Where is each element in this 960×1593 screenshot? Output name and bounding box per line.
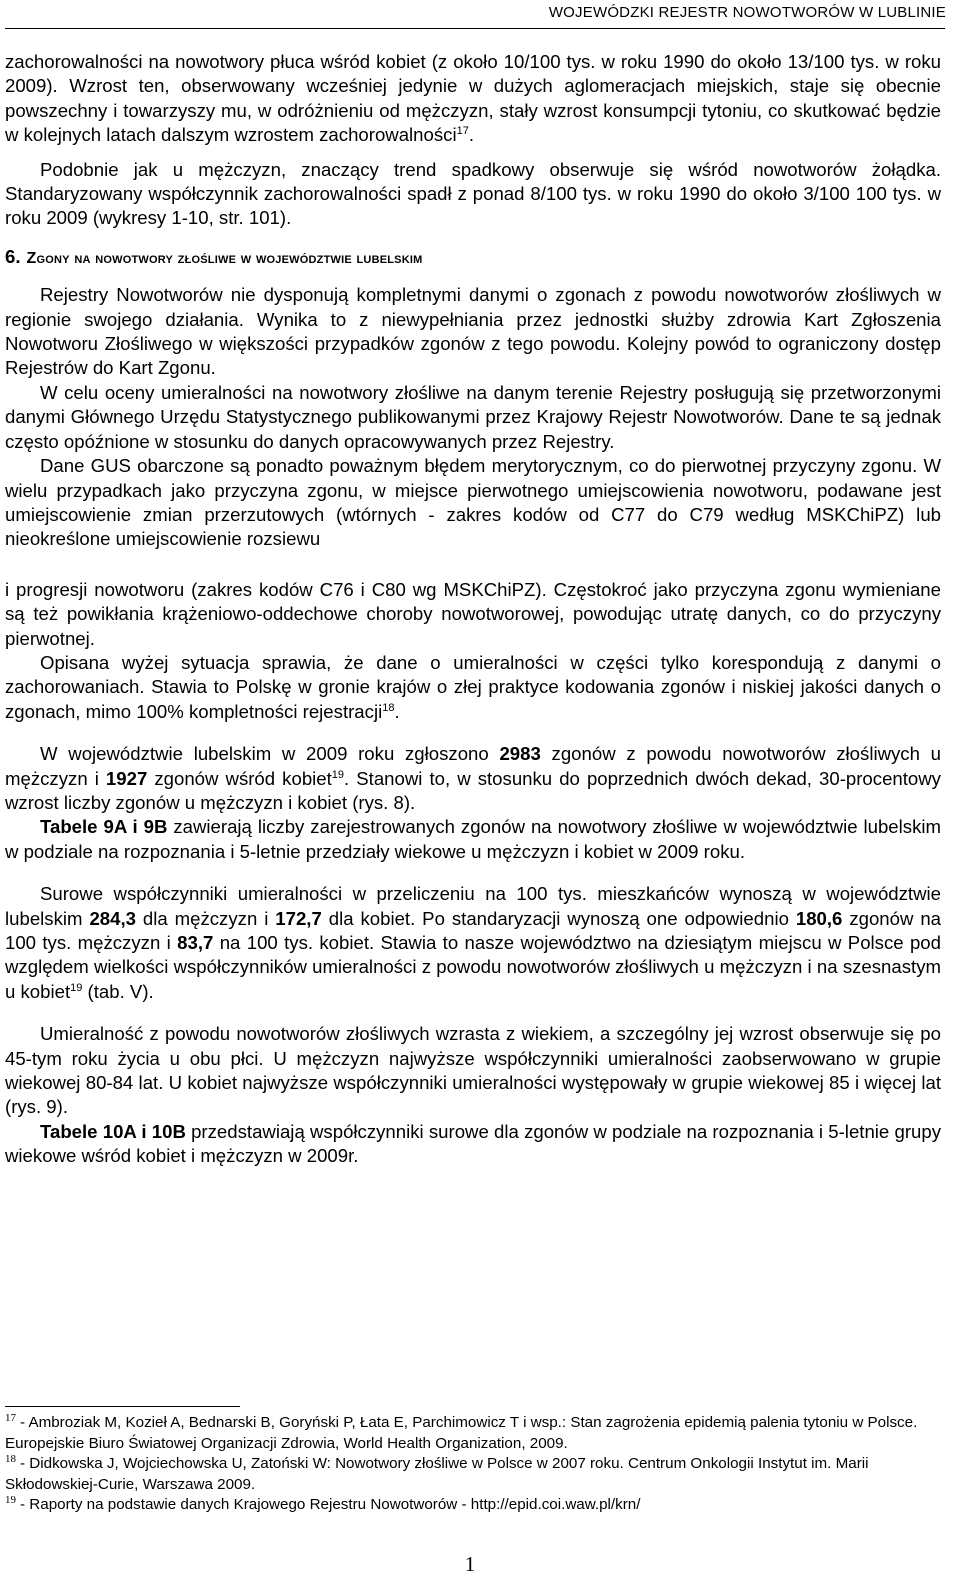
footnote-ref[interactable]: 18 [382, 701, 395, 714]
footnote: $^{18}$ - Didkowska J, Wojciechowska U, Zatoński W: Nowotwory złośliwe w Polsce w 2007 roku. Centrum Onkologii Instytut im. Marii Skłodowskiej-Curie, Warszawa 2009. [5, 1452, 869, 1493]
footnote-number: 19 [5, 1493, 16, 1506]
footnote-number: 18 [5, 1452, 16, 1465]
paragraph: Tabele 9A i 9B zawierają liczby zarejestrowanych zgonów na nowotwory złośliwe w województwie lubelskim w podziale na rozpoznania i 5-letnie przedziały wiekowe u mężczyzn i kobiet w 2009 roku. [5, 816, 941, 862]
footnote-divider [5, 1406, 240, 1407]
body-text [5, 50, 941, 1169]
section-number: 6. [5, 245, 21, 267]
table-reference: Tabele 10A i 10B [40, 1120, 186, 1142]
footnote-ref[interactable]: 19 [331, 768, 345, 781]
footnote-ref[interactable]: 17 [456, 125, 469, 138]
paragraph: Podobnie jak u mężczyzn, znaczący trend spadkowy obserwuje się wśród nowotworów żołądka. Standaryzowany współczynnik zachorowalności spadł z ponad 8/100 tys. w roku 1990 do około 3/100 100 tys. w roku 2009 (wykresy 1-10, str. 101). [5, 158, 941, 229]
section-title: Zgony na nowotwory złośliwe w województwie lubelskim [26, 249, 423, 267]
paragraph: Rejestry Nowotworów nie dysponują kompletnymi danymi o zgonach z powodu nowotworów złośliwych w regionie swojego działania. Wynika to z niewypełniania przez jednostki służby zdrowia Kart Zgłoszenia Nowotworu Złośliwego w większości przypadków zgonów z tego powodu. Kolejny powód to ograniczony dostęp Rejestrów do Kart Zgonu. [5, 284, 941, 379]
table-reference: Tabele 9A i 9B [40, 816, 168, 838]
paragraph: i progresji nowotworu (zakres kodów C76 i C80 wg MSKChiPZ). Częstokroć jako przyczyna zgonu wymieniane są też powikłania krążeniowo-oddechowe choroby nowotworowej, powodując utratę danych, co do przyczyny pierwotnej. [5, 578, 941, 649]
page-number: 1 [464, 1552, 476, 1576]
paragraph: zachorowalności na nowotwory płuca wśród kobiet (z około 10/100 tys. w roku 1990 do około 13/100 tys. w roku 2009). Wzrost ten, obserwowany wcześniej jedynie w dużych aglomeracjach miejskich, staje się obecnie powszechny i towarzyszy mu, w odróżnieniu od mężczyzn, stały wzrost konsumpcji tytoniu, co skutkować będzie w kolejnych latach dalszym wzrostem zachorowalności$^{17}$. [5, 51, 941, 146]
paragraph: W województwie lubelskim w 2009 roku zgłoszono 2983 zgonów z powodu nowotworów złośliwych u mężczyzn i 1927 zgonów wśród kobiet$^{19}$. Stanowi to, w stosunku do poprzednich dwóch dekad, 30-procentowy wzrost liczby zgonów u mężczyzn i kobiet (rys. 8). [5, 743, 941, 813]
paragraph: W celu oceny umieralności na nowotwory złośliwe na danym terenie Rejestry posługują się przetworzonymi danymi Głównego Urzędu Statystycznego publikowanymi przez Krajowy Rejestr Nowotworów. Dane te są jednak często opóźnione w stosunku do danych opracowywanych przez Rejestry. [5, 381, 941, 452]
footnote: $^{17}$ - Ambroziak M, Kozieł A, Bednarski B, Goryński P, Łata E, Parchimowicz T i wsp.: Stan zagrożenia epidemią palenia tytoniu w Polsce. Europejskie Biuro Światowej Organizacji Zdrowia, World Health Organization, 2009. [5, 1411, 918, 1452]
paragraph: Surowe współczynniki umieralności w przeliczeniu na 100 tys. mieszkańców wynoszą w województwie lubelskim 284,3 dla mężczyzn i 172,7 dla kobiet. Po standaryzacji wynoszą one odpowiednio 180,6 zgonów na 100 tys. mężczyzn i 83,7 na 100 tys. kobiet. Stawia to nasze województwo na dziesiątym miejscu w Polsce pod względem wielkości współczynników umieralności z powodu nowotworów złośliwych u mężczyzn i na szesnastym u kobiet$^{19}$ (tab. V). [5, 883, 942, 1002]
section-heading [5, 245, 941, 271]
running-header: WOJEWÓDZKI REJESTR NOWOTWORÓW W LUBLINIE [548, 4, 946, 21]
paragraph: Opisana wyżej sytuacja sprawia, że dane o umieralności w części tylko korespondują z danymi o zachorowaniach. Stawia to Polskę w gronie krajów o złej praktyce kodowania zgonów i niskiej jakości danych o zgonach, mimo 100% kompletności rejestracji$^{18}$. [5, 651, 941, 722]
header-divider [5, 28, 945, 29]
paragraph: Tabele 10A i 10B przedstawiają współczynniki surowe dla zgonów w podziale na rozpoznania i 5-letnie grupy wiekowe wśród kobiet i mężczyzn w 2009r. [5, 1120, 941, 1167]
footnote: $^{19}$ - Raporty na podstawie danych Krajowego Rejestru Nowotworów - http://epid.coi.waw.pl/krn/ [5, 1493, 641, 1513]
paragraph: Umieralność z powodu nowotworów złośliwych wzrasta z wiekiem, a szczególny jej wzrost obserwuje się po 45-tym roku życia u obu płci. U mężczyzn najwyższe współczynniki umieralności zaobserwowano w grupie wiekowej 80-84 lat. U kobiet najwyższe współczynniki umieralności występowały w grupie wiekowej 85 i więcej lat (rys. 9). [5, 1023, 941, 1118]
footnotes [5, 1413, 941, 1516]
footnote-ref[interactable]: 19 [70, 981, 83, 994]
footnote-number: 17 [5, 1411, 16, 1424]
paragraph: Dane GUS obarczone są ponadto poważnym błędem merytorycznym, co do pierwotnej przyczyny zgonu. W wielu przypadkach jako przyczyna zgonu, w miejsce pierwotnego umiejscowienia nowotworu, podawane jest umiejscowienie zmian przerzutowych (wtórnych - zakres kodów od C77 do C79 według MSKChiPZ) lub nieokreślone umiejscowienie rozsiewu [5, 455, 941, 550]
